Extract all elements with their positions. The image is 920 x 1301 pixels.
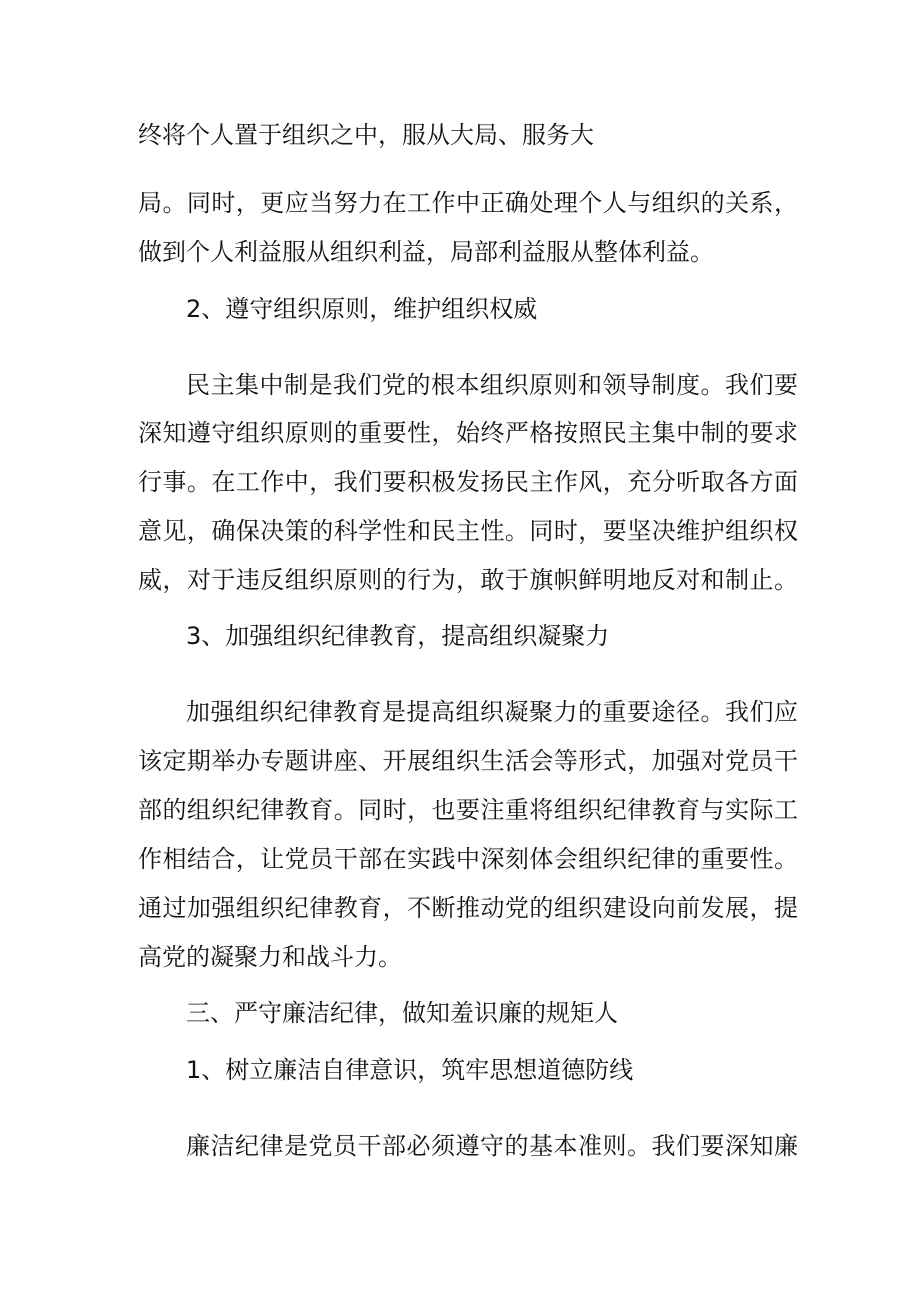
text-line: 该定期举办专题讲座、开展组织生活会等形式，加强对党员干 bbox=[138, 747, 798, 775]
text-line: 终将个人置于组织之中，服从大局、服务大 bbox=[138, 121, 594, 149]
text-line: 1、树立廉洁自律意识，筑牢思想道德防线 bbox=[186, 1056, 634, 1084]
text-line: 作相结合，让党员干部在实践中深刻体会组织纪律的重要性。 bbox=[138, 845, 798, 873]
text-line: 廉洁纪律是党员干部必须遵守的基本准则。我们要深知廉 bbox=[186, 1132, 798, 1160]
text-line: 深知遵守组织原则的重要性，始终严格按照民主集中制的要求 bbox=[138, 419, 798, 447]
text-line: 加强组织纪律教育是提高组织凝聚力的重要途径。我们应 bbox=[186, 698, 798, 726]
text-line: 意见，确保决策的科学性和民主性。同时，要坚决维护组织权 bbox=[138, 517, 798, 545]
text-line: 民主集中制是我们党的根本组织原则和领导制度。我们要 bbox=[186, 371, 798, 399]
text-line: 行事。在工作中，我们要积极发扬民主作风，充分听取各方面 bbox=[138, 468, 798, 496]
text-line: 三、严守廉洁纪律，做知羞识廉的规矩人 bbox=[186, 999, 618, 1027]
text-line: 局。同时，更应当努力在工作中正确处理个人与组织的关系， bbox=[138, 189, 798, 217]
text-line: 高党的凝聚力和战斗力。 bbox=[138, 943, 402, 971]
text-line: 3、加强组织纪律教育，提高组织凝聚力 bbox=[186, 622, 610, 650]
text-line: 威，对于违反组织原则的行为，敢于旗帜鲜明地反对和制止。 bbox=[138, 566, 798, 594]
text-line: 通过加强组织纪律教育，不断推动党的组织建设向前发展，提 bbox=[138, 894, 798, 922]
text-line: 做到个人利益服从组织利益，局部利益服从整体利益。 bbox=[138, 238, 714, 266]
text-line: 部的组织纪律教育。同时，也要注重将组织纪律教育与实际工 bbox=[138, 796, 798, 824]
text-line: 2、遵守组织原则，维护组织权威 bbox=[186, 295, 538, 323]
